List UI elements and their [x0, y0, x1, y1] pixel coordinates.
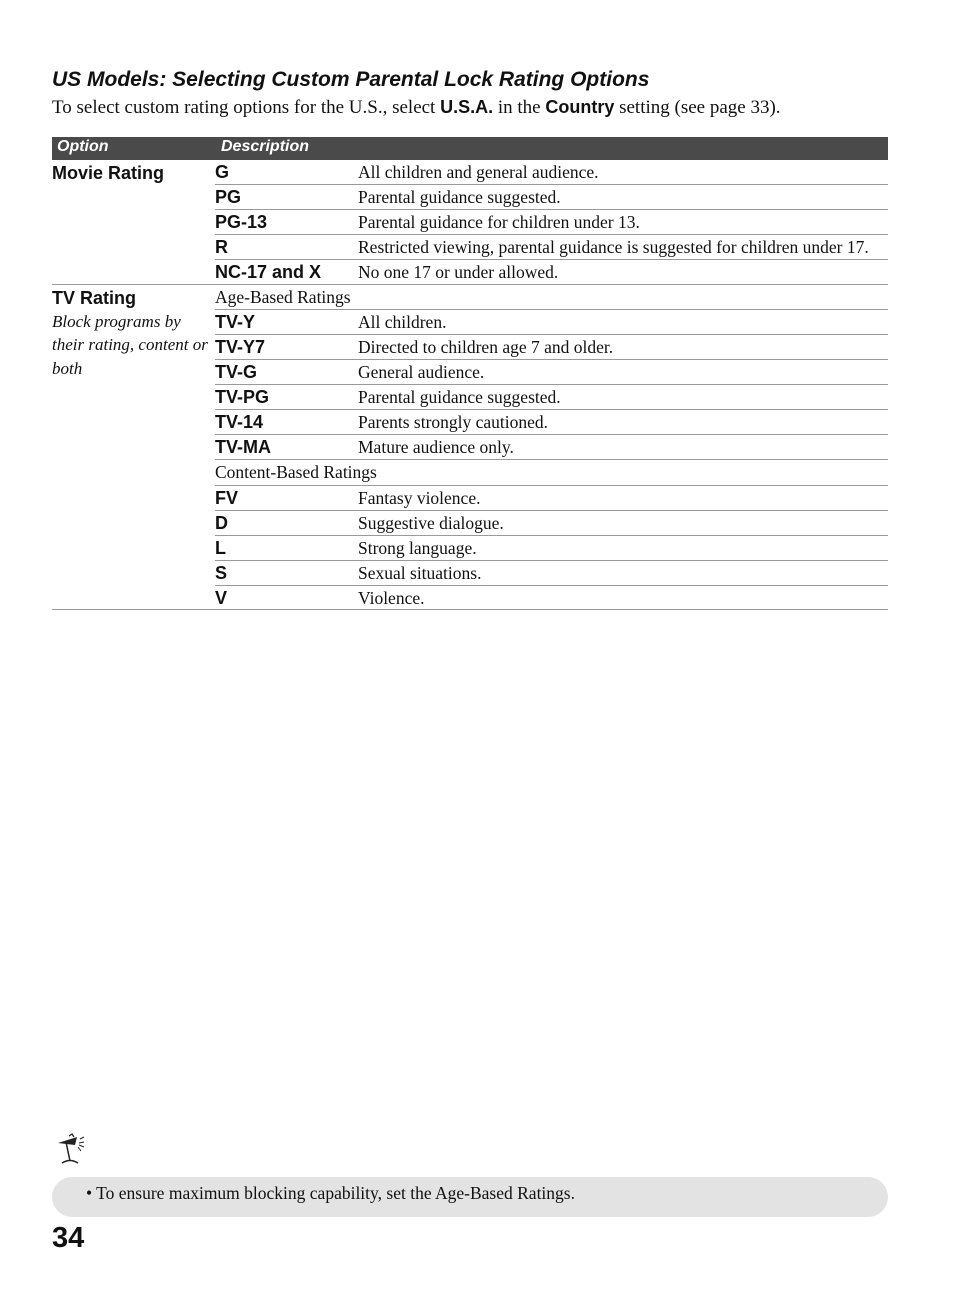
- rating-description: General audience.: [358, 362, 485, 382]
- age-rating-row: [215, 335, 888, 360]
- rating-code: NC-17 and X: [215, 262, 322, 282]
- rating-description: Parental guidance suggested.: [358, 387, 561, 407]
- tip-text: • To ensure maximum blocking capability, set the Age-Based Ratings.: [86, 1183, 575, 1203]
- intro-text-mid: in the: [493, 97, 546, 118]
- page-heading: US Models: Selecting Custom Parental Lock Rating Options: [52, 68, 650, 91]
- movie-rating-row: [215, 185, 888, 210]
- content-rating-row: [215, 511, 888, 536]
- intro-text-post: setting (see page 33).: [614, 97, 781, 118]
- movie-rating-title: Movie Rating: [52, 163, 165, 183]
- rating-description: Sexual situations.: [358, 562, 482, 583]
- rating-description: All children and general audience.: [358, 162, 599, 182]
- intro-text-pre: To select custom rating options for the U.S., select: [52, 97, 441, 118]
- rating-code: G: [215, 162, 230, 182]
- tv-rating-title: TV Rating: [52, 287, 136, 308]
- movie-rating-row: [215, 210, 888, 235]
- movie-rating-group: [52, 160, 888, 285]
- intro-bold-country: Country: [545, 97, 615, 117]
- rating-code: TV-PG: [215, 387, 270, 407]
- age-rating-row: [215, 385, 888, 410]
- age-rating-row: [215, 435, 888, 460]
- rating-code: R: [215, 237, 228, 257]
- tip-box: [52, 1177, 888, 1217]
- content-based-heading: Content-Based Ratings: [215, 460, 888, 486]
- rating-description: Parental guidance for children under 13.: [358, 212, 640, 232]
- header-option: Option: [57, 138, 109, 155]
- content-rating-row: [215, 536, 888, 561]
- content-rating-row: [215, 486, 888, 511]
- rating-code: TV-G: [215, 362, 258, 382]
- rating-code: FV: [215, 487, 239, 508]
- age-based-rows: [215, 310, 888, 460]
- content-rating-row: [215, 561, 888, 586]
- age-rating-row: [215, 360, 888, 385]
- tv-rating-note: Block programs by their rating, content or both: [52, 311, 208, 378]
- movie-rating-row: [215, 160, 888, 185]
- rating-code: PG: [215, 187, 242, 207]
- tv-rating-rows: [215, 285, 888, 611]
- rating-code: PG-13: [215, 212, 268, 232]
- rating-description: No one 17 or under allowed.: [358, 262, 559, 282]
- movie-rating-row: [215, 235, 888, 260]
- rating-description: Violence.: [358, 587, 425, 608]
- rating-code: TV-Y: [215, 312, 256, 332]
- age-rating-row: [215, 410, 888, 435]
- rating-code: TV-Y7: [215, 337, 266, 357]
- header-description: Description: [221, 138, 310, 155]
- rating-description: Restricted viewing, parental guidance is suggested for children under 17.: [358, 237, 869, 257]
- intro-paragraph: [52, 97, 781, 119]
- rating-code: TV-MA: [215, 437, 271, 457]
- rating-code: D: [215, 512, 228, 533]
- intro-bold-usa: U.S.A.: [440, 97, 494, 117]
- age-based-heading: Age-Based Ratings: [215, 285, 888, 311]
- rating-description: Parents strongly cautioned.: [358, 412, 549, 432]
- content-based-rows: [215, 486, 888, 611]
- rating-code: S: [215, 562, 228, 583]
- rating-description: Mature audience only.: [358, 437, 514, 457]
- rating-description: Suggestive dialogue.: [358, 512, 504, 533]
- rating-description: Parental guidance suggested.: [358, 187, 561, 207]
- movie-rating-row: [215, 260, 888, 285]
- movie-rating-rows: [215, 160, 888, 285]
- rating-code: L: [215, 537, 226, 558]
- tv-rating-group: [52, 285, 888, 611]
- rating-options-table: [52, 137, 888, 610]
- age-rating-row: [215, 310, 888, 335]
- rating-description: Fantasy violence.: [358, 487, 481, 508]
- rating-description: All children.: [358, 312, 447, 332]
- page-number: 34: [52, 1222, 85, 1254]
- desk-lamp-icon: [55, 1133, 95, 1169]
- rating-code: V: [215, 587, 228, 608]
- table-header: [52, 137, 888, 160]
- rating-description: Strong language.: [358, 537, 477, 558]
- rating-description: Directed to children age 7 and older.: [358, 337, 614, 357]
- rating-code: TV-14: [215, 412, 264, 432]
- content-rating-row: [215, 586, 888, 611]
